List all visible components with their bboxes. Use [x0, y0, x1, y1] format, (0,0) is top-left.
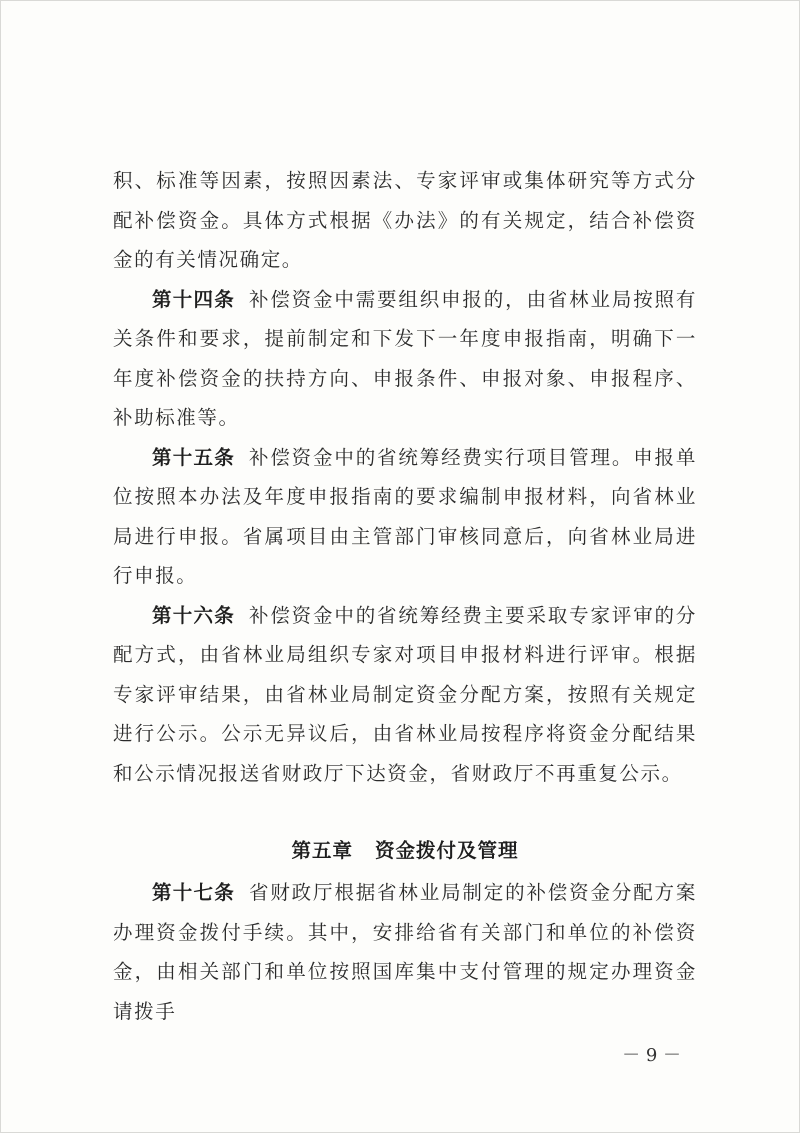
chapter-heading: [113, 831, 697, 871]
article-15-title: 第十五条: [152, 445, 235, 469]
article-16: [113, 596, 697, 794]
article-17: [113, 873, 697, 1031]
paragraph-continuation: [113, 161, 697, 280]
article-14: [113, 280, 697, 438]
page-number: － 9 －: [622, 1045, 681, 1066]
paragraph-text: 积、标准等因素，按照因素法、专家评审或集体研究等方式分配补偿资金。具体方式根据《办法》的有关规定，结合补偿资金的有关情况确定。: [113, 169, 697, 271]
article-14-text: 补偿资金中需要组织申报的，由省林业局按照有关条件和要求，提前制定和下发下一年度申报指南，明确下一年度补偿资金的扶持方向、申报条件、申报对象、申报程序、补助标准等。: [113, 287, 697, 429]
article-14-title: 第十四条: [152, 287, 235, 311]
article-17-title: 第十七条: [152, 881, 235, 904]
article-15: [113, 438, 697, 596]
article-16-text: 补偿资金中的省统筹经费主要采取专家评审的分配方式，由省林业局组织专家对项目申报材料进行评审。根据专家评审结果，由省林业局制定资金分配方案，按照有关规定进行公示。公示无异议后，由省林业局按程序将资金分配结果和公示情况报送省财政厅下达资金，省财政厅不再重复公示。: [113, 603, 697, 785]
document-body: [113, 161, 697, 1031]
article-16-title: 第十六条: [152, 603, 235, 627]
article-15-text: 补偿资金中的省统筹经费实行项目管理。申报单位按照本办法及年度申报指南的要求编制申报材料，向省林业局进行申报。省属项目由主管部门审核同意后，向省林业局进行申报。: [113, 445, 697, 587]
article-17-text: 省财政厅根据省林业局制定的补偿资金分配方案办理资金拨付手续。其中，安排给省有关部门和单位的补偿资金，由相关部门和单位按照国库集中支付管理的规定办理资金请拨手: [113, 881, 697, 1023]
chapter-title: 资金拨付及管理: [375, 839, 519, 862]
chapter-number: 第五章: [291, 839, 353, 862]
